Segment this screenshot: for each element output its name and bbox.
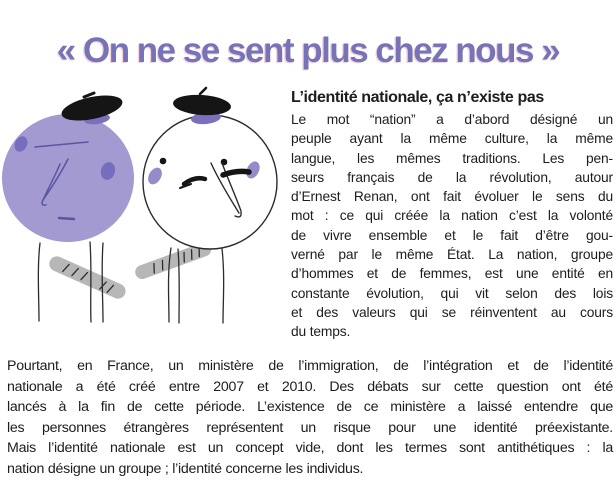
text-line: d’Ernest Renan, ont fait évoluer le sens du	[291, 189, 613, 205]
text-line: lancés à la fin de cette période. L’existence de ce ministère a laissé entendre que	[7, 399, 613, 416]
column-text	[291, 110, 613, 342]
text-line: d’hommes et de femmes, est une entité en	[291, 266, 613, 282]
page-title: « On ne se sent plus chez nous »	[56, 31, 560, 71]
text-line: mot : ce qui créée la nation c’est la volonté	[291, 208, 613, 224]
white-face	[143, 115, 277, 249]
baguette-icon	[47, 254, 128, 301]
purple-face	[0, 110, 138, 247]
article-heading: L’identité nationale, ça n’existe pas	[291, 89, 544, 106]
text-line: Pourtant, en France, un ministère de l’immigration, de l’intégration et de l’identité	[7, 358, 613, 374]
eye	[160, 158, 167, 165]
text-line: nationale a été créé entre 2007 et 2010. Des débats sur cette question ont été	[7, 378, 613, 395]
eye	[221, 159, 228, 166]
text-line: verné par le même État. La nation, groupe	[291, 247, 613, 263]
text-line: langue, les mêmes traditions. Les pen-	[291, 150, 613, 166]
text-line: peuple ayant la même culture, la même	[291, 131, 613, 147]
beret-icon	[172, 88, 231, 117]
left-character	[0, 91, 138, 247]
text-line: de vivre ensemble et le fait d’être gou-	[291, 227, 613, 243]
illustration	[0, 85, 290, 355]
text-line: les personnes étrangères représentent un risque pour une identité préexistante.	[7, 419, 613, 436]
text-line: et des valeurs qui se réinventent au cours	[291, 304, 613, 320]
text-line: Le mot “nation” a d’abord désigné un	[291, 112, 613, 127]
text-line: Mais l’identité nationale est un concept vide, dont les termes sont antithétiques : la	[7, 440, 613, 457]
footer-paragraph	[7, 356, 613, 480]
right-character	[143, 88, 277, 249]
text-line: seurs français de la révolution, autour	[291, 169, 613, 185]
text-line: constante évolution, qui vit selon des lois	[291, 285, 613, 301]
article-column	[291, 88, 613, 342]
text-line: nation désigne un groupe ; l’identité concerne les individus.	[7, 460, 364, 477]
text-line: du temps.	[291, 324, 351, 340]
